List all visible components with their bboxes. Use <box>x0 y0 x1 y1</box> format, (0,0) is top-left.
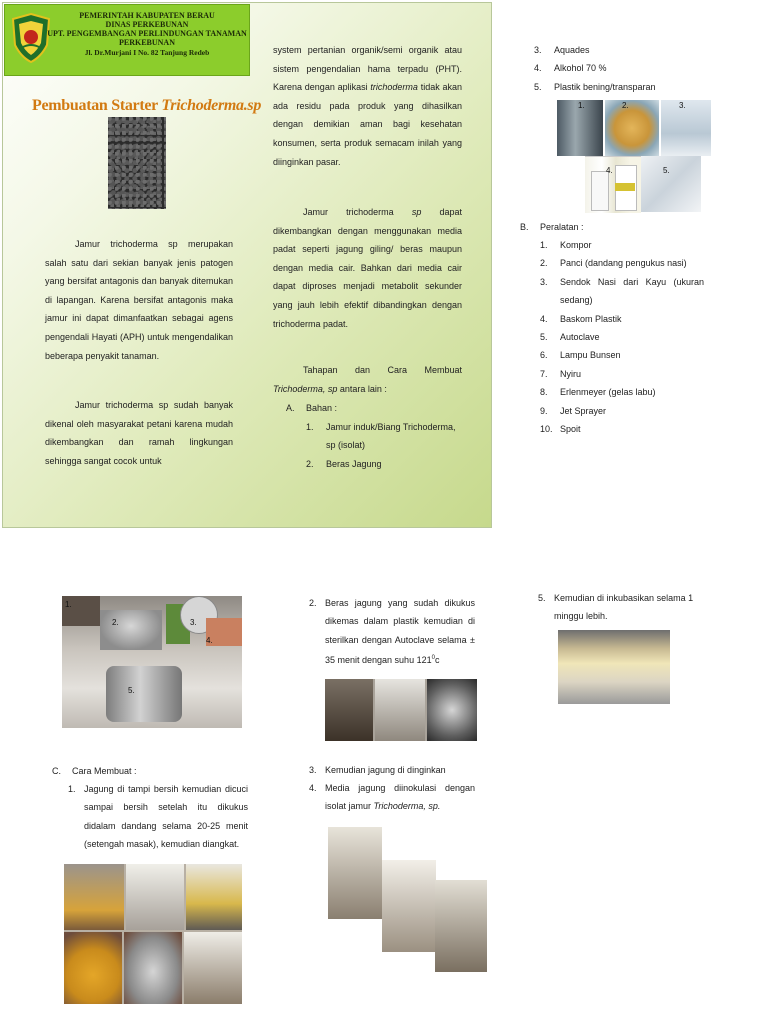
intro-p1-text: Jamur trichoderma sp merupakan salah satu dari sekian banyak jenis patogen yang bersifat antagonis dan banyak ditemukan di lapangan. Karena bersifat antagonis maka jamur ini dapat dimanfaatkan sebagai agens pengendali Hayati (APH) untuk mengendalikan beberapa penyakit tanaman. <box>45 239 233 361</box>
list-item <box>534 59 734 77</box>
sterilize-collage-photo <box>325 679 477 741</box>
list-number: 2. <box>306 458 314 469</box>
list-number: 3. <box>534 45 542 55</box>
photo-tag-3: 3. <box>679 101 686 110</box>
list-text: Sendok Nasi dari Kayu (ukuran sedang) <box>560 276 704 306</box>
step-text-end: c <box>434 655 440 666</box>
degree-sup: 0 <box>431 655 435 662</box>
intro-paragraph-2 <box>45 396 233 470</box>
step-text: Kemudian jagung di dinginkan <box>325 765 446 775</box>
list-text: Baskom Plastik <box>560 313 622 324</box>
list-number: 2. <box>540 258 548 269</box>
media-text-a: Jamur trichoderma <box>303 207 412 217</box>
list-number: 8. <box>540 387 548 398</box>
steamer-photo <box>124 932 182 1004</box>
step-number: 1. <box>68 784 76 794</box>
photo-tag-1: 1. <box>578 101 585 110</box>
step-text: Media jagung diinokulasi dengan isolat jamur <box>325 783 475 812</box>
list-text: Plastik bening/transparan <box>554 81 656 92</box>
equipment-collage-photo <box>62 596 242 728</box>
packing-photo <box>375 679 425 741</box>
list-number: 3. <box>540 276 548 287</box>
list-number: 5. <box>534 81 542 92</box>
step-number: 5. <box>538 593 546 603</box>
list-item <box>540 420 704 438</box>
list-text: Autoclave <box>560 332 600 343</box>
organic-text-c: tidak akan ada residu pada produk yang dihasilkan dengan demikian aman bagi kesehatan konsumen, serta produk semacam inilah yang diinginkan pasar. <box>273 82 462 167</box>
step-text: Jagung di tampi bersih kemudian dicuci sampai bersih setelah itu dikukus didalam dandang selama 20-25 menit (setengah masak), kemudian diangkat. <box>84 784 248 850</box>
step-number: 2. <box>309 598 317 608</box>
method-title: Cara Membuat : <box>72 766 137 776</box>
inoculation-photo-1 <box>328 827 382 919</box>
header-line-4: PERKEBUNAN <box>118 38 175 47</box>
list-number: 9. <box>540 405 548 416</box>
list-number: 7. <box>540 368 548 379</box>
autoclave-photo <box>106 666 182 722</box>
steps-intro-c: antara lain : <box>337 383 387 394</box>
list-number: 6. <box>540 350 548 361</box>
section-letter-b: B. <box>520 222 529 232</box>
list-text: Lampu Bunsen <box>560 350 621 361</box>
intro-p2-text: Jamur trichoderma sp sudah banyak dikenal oleh masyarakat petani karena mudah dikembangkan dan ramah lingkungan sehingga sangat cocok untuk <box>45 400 233 466</box>
list-text: Nyiru <box>560 368 582 379</box>
list-text: Panci (dandang pengukus nasi) <box>560 258 687 269</box>
equipment-heading <box>520 218 720 236</box>
equipment-list <box>540 236 704 438</box>
aquades-alcohol-photo <box>585 156 641 213</box>
title-species: Trichoderma.sp <box>161 97 262 114</box>
step-text: Kemudian di inkubasikan selama 1 minggu lebih. <box>554 593 694 622</box>
list-text: Erlenmeyer (gelas labu) <box>560 387 656 398</box>
agency-header <box>4 4 250 76</box>
plastic-bag-photo <box>661 100 711 156</box>
list-item <box>534 41 734 59</box>
equip-tag-4: 4. <box>206 636 213 645</box>
list-number: 4. <box>534 63 542 74</box>
regency-crest-logo <box>11 13 51 63</box>
step-3 <box>309 761 475 779</box>
step-text-italic: Trichoderma, sp. <box>373 801 441 812</box>
incubation-photo <box>558 630 670 704</box>
list-text: Alkohol 70 % <box>554 63 607 74</box>
autoclave-use-photo <box>427 679 477 741</box>
trichoderma-spore-photo <box>108 117 166 209</box>
media-paragraph <box>273 203 462 333</box>
step-2 <box>309 594 475 670</box>
method-heading <box>52 762 252 780</box>
list-item <box>540 273 704 310</box>
step-number: 3. <box>309 765 317 775</box>
materials-title: Bahan : <box>306 403 338 413</box>
list-number: 1. <box>540 240 548 250</box>
list-number: 10. <box>540 424 553 435</box>
list-item <box>540 365 704 383</box>
step-4 <box>309 779 475 816</box>
list-text: Kompor <box>560 240 592 250</box>
list-number: 4. <box>540 313 548 324</box>
list-item <box>540 310 704 328</box>
list-item <box>540 346 704 364</box>
header-line-1: PEMERINTAH KABUPATEN BERAU <box>79 11 215 20</box>
corn-bowl-photo <box>64 932 122 1004</box>
corn-washing-collage-photo <box>64 864 242 1004</box>
list-item <box>540 402 704 420</box>
corn-tray-photo <box>64 864 124 930</box>
leaflet-title <box>32 97 261 115</box>
steps-intro-paragraph <box>273 361 462 398</box>
organic-text-b: trichoderma <box>370 82 418 93</box>
list-text: Aquades <box>554 45 590 55</box>
steps-intro-b: Trichoderma, sp <box>273 383 338 394</box>
organic-paragraph <box>273 41 462 171</box>
list-item <box>534 78 734 96</box>
list-text: Jet Sprayer <box>560 405 607 416</box>
aquades-bottle <box>591 171 609 211</box>
list-item <box>306 418 464 455</box>
steamer-pot-photo <box>100 610 162 650</box>
step-1 <box>68 780 248 854</box>
list-item <box>540 328 704 346</box>
list-text: Beras Jagung <box>326 458 382 469</box>
equipment-title: Peralatan : <box>540 222 584 232</box>
list-text: Jamur induk/Biang Trichoderma, sp (isolat) <box>326 422 456 451</box>
inoculation-photo-3 <box>435 880 487 972</box>
list-number: 1. <box>306 422 314 432</box>
materials-list <box>306 418 464 473</box>
media-text-b: sp <box>411 207 422 217</box>
step-5 <box>538 589 704 626</box>
media-text-c: dapat dikembangkan dengan menggunakan media padat seperti jagung giling/ beras maupun dengan media cair. Bahkan dari media cair dapat diproses menjadi metabolit sekunder yang jauh lebih efektif dibandingkan dengan trichoderma padat. <box>273 207 462 329</box>
corn-washing-photo <box>186 864 242 930</box>
header-address: Jl. Dr.Murjani I No. 82 Tanjung Redeb <box>84 48 210 57</box>
title-prefix: Pembuatan Starter <box>32 97 162 114</box>
equip-tag-1: 1. <box>65 600 72 609</box>
intro-paragraph-1 <box>45 235 233 365</box>
list-number: 5. <box>540 332 548 343</box>
transparent-plastic-photo <box>641 156 701 212</box>
equip-tag-2: 2. <box>112 618 119 627</box>
header-line-3: UPT. PENGEMBANGAN PERLINDUNGAN TANAMAN <box>47 29 247 38</box>
list-item <box>540 383 704 401</box>
section-letter-c: C. <box>52 766 61 776</box>
materials-heading <box>286 399 466 417</box>
corn-grit-photo <box>605 100 659 156</box>
bagging-photo <box>325 679 373 741</box>
photo-tag-4: 4. <box>606 166 613 175</box>
section-letter-a: A. <box>286 403 295 413</box>
list-item <box>540 254 704 272</box>
step-text: Beras jagung yang sudah dikukus dikemas dalam plastik kemudian di sterilkan dengan Autoclave selama ± 35 menit dengan suhu 121 <box>325 598 475 666</box>
corn-lifting-photo <box>184 932 242 1004</box>
equip-tag-5: 5. <box>128 686 135 695</box>
equip-tag-3: 3. <box>190 618 197 627</box>
steps-intro-a: Tahapan dan Cara Membuat <box>303 365 462 375</box>
inoculation-photo-2 <box>382 860 436 952</box>
list-text: Spoit <box>560 424 581 435</box>
photo-tag-2: 2. <box>622 101 629 110</box>
header-line-2: DINAS PERKEBUNAN <box>105 20 189 29</box>
corn-sieving-photo <box>126 864 184 930</box>
photo-tag-5: 5. <box>663 166 670 175</box>
materials-list-continued <box>534 41 734 96</box>
organic-text-a: system pertanian organik/semi organik atau sistem pengendalian hama terpadu (PHT). Karena dengan aplikasi <box>273 45 462 93</box>
step-number: 4. <box>309 783 317 793</box>
list-item <box>306 455 464 473</box>
list-item <box>540 236 704 254</box>
alcohol-label <box>615 183 635 191</box>
